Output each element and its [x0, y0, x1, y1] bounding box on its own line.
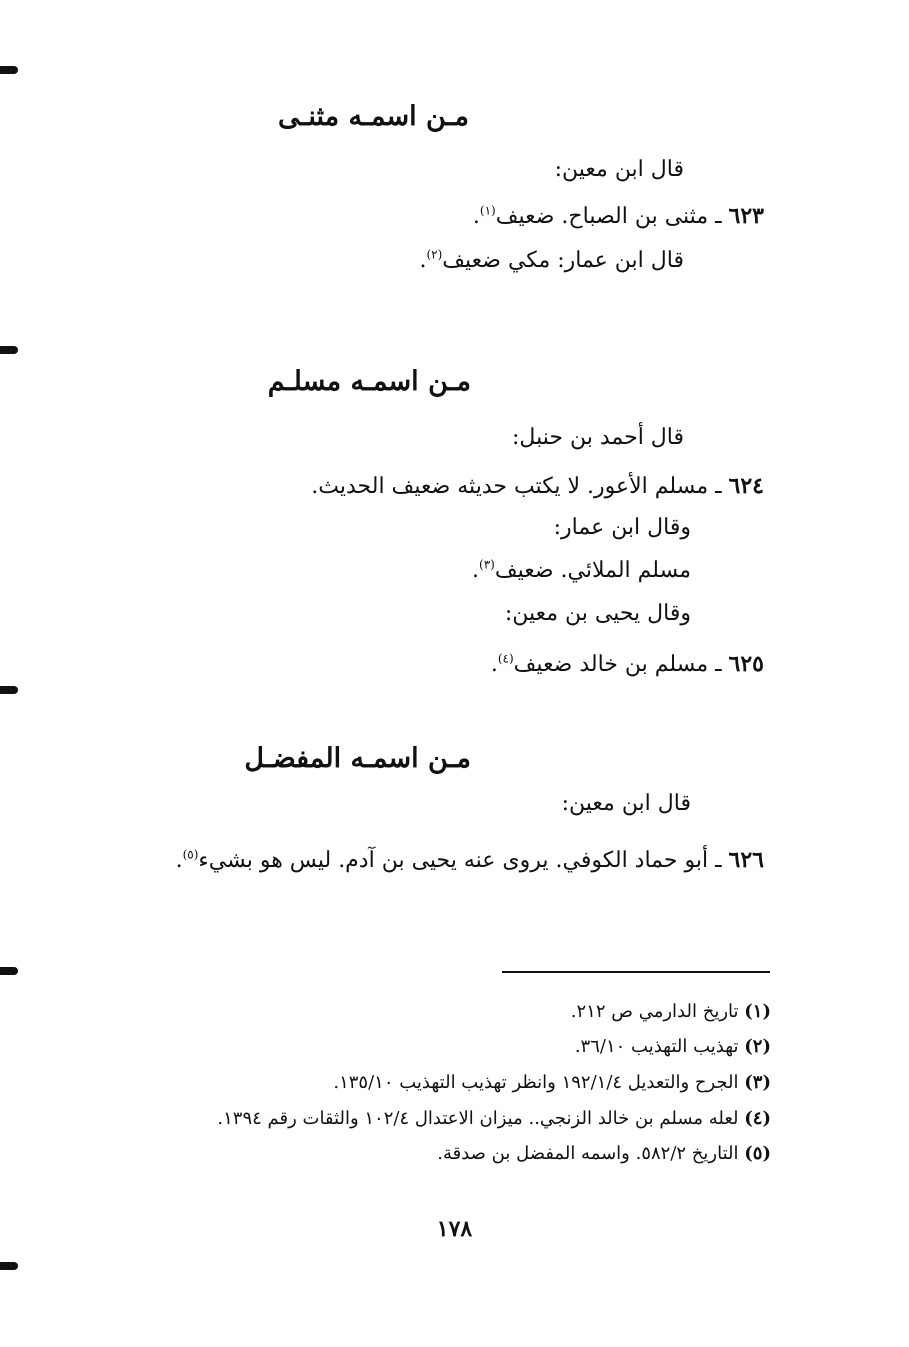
- footnote-number: (٤): [744, 1108, 771, 1129]
- entry-dash: ـ: [708, 204, 729, 229]
- footnote-separator: [502, 971, 770, 973]
- footnote-ref: (٤): [497, 651, 514, 666]
- line-end: .: [472, 558, 480, 583]
- footnote: [217, 1107, 771, 1131]
- entry-dash: ـ: [708, 652, 729, 677]
- footnote: [575, 1035, 771, 1059]
- entry-number: ٦٢٣: [728, 203, 764, 229]
- footnote: [571, 1000, 771, 1024]
- line-text: قال ابن معين:: [554, 157, 684, 182]
- footnote-text: تاريخ الدارمي ص ٢١٢.: [570, 1001, 739, 1022]
- entry-number: ٦٢٥: [728, 651, 764, 677]
- attribution-line: [562, 789, 691, 819]
- line-text: مسلم الأعور. لا يكتب حديثه ضعيف الحديث.: [311, 474, 709, 499]
- entry-number: ٦٢٤: [728, 473, 764, 499]
- attribution-line: [555, 155, 684, 185]
- line-text: وقال ابن عمار:: [553, 515, 691, 540]
- edge-mark: [0, 967, 18, 975]
- section-heading: مـن اسمـه مثنـى: [277, 101, 469, 132]
- footnote: [437, 1142, 771, 1166]
- footnote-number: (٢): [744, 1036, 771, 1057]
- text-line: [472, 556, 691, 586]
- line-text: أبو حماد الكوفي. يروى عنه يحيى بن آدم. ليس هو بشيء: [198, 848, 709, 873]
- footnote-number: (٥): [744, 1143, 771, 1164]
- footnote: [333, 1071, 771, 1095]
- line-text: مثنى بن الصباح. ضعيف: [495, 204, 709, 229]
- footnote-text: الجرح والتعديل ١٩٢/١/٤ وانظر تهذيب التهذيب ١٣٥/١٠.: [333, 1072, 739, 1093]
- entry-line: [311, 471, 764, 502]
- edge-mark: [0, 346, 18, 354]
- entry-line: [473, 201, 764, 232]
- entry-dash: ـ: [708, 474, 729, 499]
- footnote-text: تهذيب التهذيب ٣٦/١٠.: [574, 1036, 739, 1057]
- footnote-number: (٣): [744, 1072, 771, 1093]
- line-text: مسلم بن خالد ضعيف: [513, 652, 709, 677]
- footnote-text: التاريخ ٥٨٢/٢. واسمه المفضل بن صدقة.: [437, 1143, 739, 1164]
- footnote-ref: (٣): [479, 557, 495, 572]
- attribution-line: [554, 513, 691, 543]
- edge-mark: [0, 66, 18, 74]
- text-line: [419, 246, 684, 276]
- section-heading: مـن اسمـه مسلـم: [267, 366, 471, 397]
- line-text: قال أحمد بن حنبل:: [512, 425, 684, 450]
- footnote-ref: (١): [479, 203, 496, 218]
- page-number: ١٧٨: [436, 1216, 473, 1242]
- entry-line: [176, 845, 764, 876]
- footnote-text: لعله مسلم بن خالد الزنجي.. ميزان الاعتدال ١٠٢/٤ والثقات رقم ١٣٩٤.: [217, 1108, 739, 1129]
- line-end: .: [175, 848, 183, 873]
- line-end: .: [490, 652, 498, 677]
- entry-dash: ـ: [708, 848, 729, 873]
- section-heading: مـن اسمـه المفضـل: [244, 743, 471, 774]
- line-end: .: [472, 204, 480, 229]
- attribution-line: [505, 599, 691, 629]
- line-text: وقال يحيى بن معين:: [504, 601, 691, 626]
- attribution-line: [512, 423, 684, 453]
- edge-mark: [0, 1262, 18, 1270]
- footnote-ref: (٥): [182, 847, 199, 862]
- line-text: قال ابن عمار: مكي ضعيف: [442, 248, 684, 273]
- line-text: قال ابن معين:: [561, 791, 691, 816]
- line-text: مسلم الملائي. ضعيف: [494, 558, 691, 583]
- line-end: .: [419, 248, 427, 273]
- footnote-number: (١): [744, 1001, 771, 1022]
- entry-number: ٦٢٦: [728, 847, 764, 873]
- edge-mark: [0, 686, 18, 694]
- entry-line: [491, 649, 764, 680]
- footnote-ref: (٢): [426, 247, 443, 262]
